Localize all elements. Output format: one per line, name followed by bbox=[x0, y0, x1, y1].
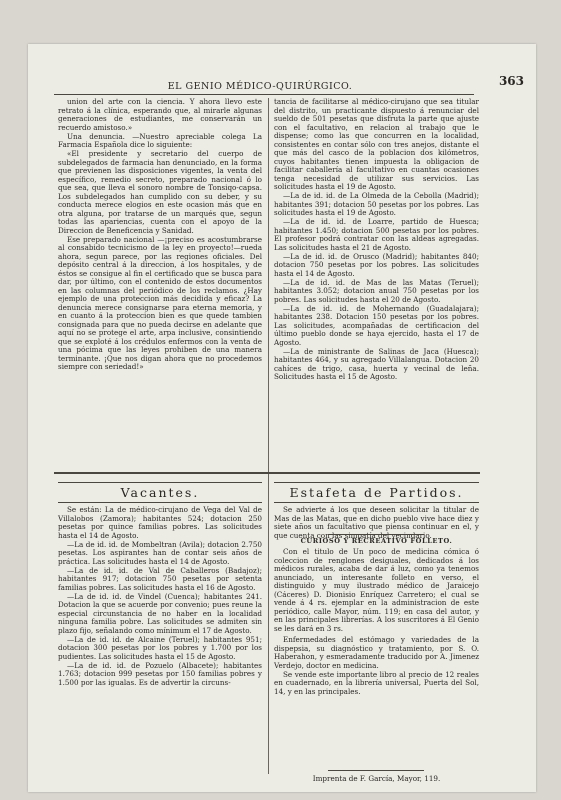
estafeta-item: Se advierte á los que deseen solicitar la titular de Mas de las Matas, que en dicho pueblo vive hace diez y siete años un facultativo que piensa continuar en el, y que cuenta con las simpatía del vecindario. bbox=[274, 505, 479, 540]
estafeta-column bbox=[274, 505, 479, 540]
column-divider bbox=[268, 98, 269, 774]
vacantes-column bbox=[58, 506, 262, 768]
vacancy-item: —La de id. id. de Vindel (Cuenca); habitantes 241. Dotacion la que se acuerde por convenio; pues reune la especial circunstancia de no haber en la localidad ninguna familia pobre. Las solicitudes se admiten sin plazo fijo, señalando como mínimum el 17 de Agosto. bbox=[58, 591, 262, 635]
paragraph: —La de id. id. de Mas de las Matas (Teruel); habitantes 3.052; dotacion anual 750 pesetas por los pobres. Las solicitudes hasta el 20 de Agosto. bbox=[274, 277, 479, 304]
section-rule bbox=[54, 472, 480, 474]
vacancy-item: —La de id. id. de Alcaine (Teruel); habitantes 951; dotacion 300 pesetas por los pobres y 1.700 por los pudientes. Las solicitudes hasta el 15 de Agosto. bbox=[58, 634, 262, 661]
paragraph: «El presidente y secretario del cuerpo de subdelegados de farmacia han denunciado, en la forma que previenen las disposiciones vigentes, la venta del específico, remedio secreto, preparado nacional ó lo que sea, que lleva el sonoro nombre de Tonsiqo-capsa. Los subdelegados han cumplido con su deber, y su conducta merece elogios en este ocasion más que en otra alguna, por tratarse de un marqués que, segun todas las apariencias, cuenta con el apoyo de la Direccion de Beneficencia y Sanidad. bbox=[58, 149, 262, 235]
vacancy-item: Se están: La de médico-cirujano de Vega del Val de Villalobos (Zamora); habitantes 524; dotacion 250 pesetas por quince familias pobres. Las solicitudes hasta el 14 de Agosto. bbox=[58, 505, 262, 540]
paragraph: Ese preparado nacional —¡preciso es acostumbrarse al consabido tecnicismo de la ley en proyecto!—rueda ahora, segun parece, por las regiones oficiales. Del depósito central á la direccion, á los hospitales, y de éstos se consigue al fin el certificado que se busca para dar, por último, con el contenido de estos documentos en las columnas del periódico de los reclamos. ¿Hay ejemplo de una proteccion más decidida y eficaz? La denuncia merece consignarse para eterna memoria, y en cuanto á la proteccion bien es que quede tambien consignada para que no pueda decirse en adelante que aquí no se protege el arte, arpa inclusive, consintiendo que se exploté á los crédulos enfermos con la venta de una pócima que las leyes prohiben de una manera terminante. ¡Que nos digan ahora que no procedemos siempre con seriedad!» bbox=[58, 234, 262, 371]
journal-title: EL GENIO MÉDICO-QUIRÚRGICO. bbox=[167, 81, 353, 92]
page bbox=[28, 44, 536, 792]
notice-item: Con el titulo de Un poco de medicina cómica ó coleccion de renglones desiguales, dedicados á los médicos rurales, acaba de dar á luz, como ya tenemos anunciado, un interesante folleto en verso, el distinguido y muy ilustrado médico de Jaraicejo (Cáceres) D. Dionisio Enríquez Carretero; el cual se vende á 4 rs. ejemplar en la administracion de este periódico, calle Mayor, núm. 119; en casa del autor, y en las principales librerías. A los suscritores á El Genio se les dará en 3 rs. bbox=[274, 547, 479, 633]
paragraph: —La de id. id. de Mohernando (Guadalajara); habitantes 238. Dotacion 150 pesetas por los pobres. Las solicitudes, acompañadas de certificacion del último pueblo donde se haya ejercido, hasta el 17 de Agosto. bbox=[274, 303, 479, 347]
notice-item: Se vende este importante libro al precio de 12 reales en cuadernado, en la librería universal, Puerta del Sol, 14, y en las principales. bbox=[274, 669, 479, 696]
paragraph: —La de ministrante de Salinas de Jaca (Huesca); habitantes 464, y su agregado Villalangua. Dotacion 20 cahíces de trigo, casa, huerta y vecinal de leña. Solicitudes hasta el 15 de Agosto. bbox=[274, 346, 479, 381]
divider-rule bbox=[328, 534, 424, 535]
divider-rule bbox=[328, 770, 424, 771]
vacancy-item: —La de id. id. de Pozuelo (Albacete); habitantes 1.763; dotacion 999 pesetas por 150 familias pobres y 1.500 por las igualas. Es de advertir la circuns- bbox=[58, 660, 262, 687]
header-rule bbox=[54, 94, 474, 95]
paragraph: —La de id. id. de Loarre, partido de Huesca; habitantes 1.450; dotacion 500 pesetas por los pobres. El profesor podrá contratar con las aldeas agregadas. Las solicitudes hasta el 21 de Agosto. bbox=[274, 217, 479, 252]
curioso-heading: CURIOSO Y RECREATIVO FOLLETO. bbox=[300, 537, 453, 545]
printer-imprint: Imprenta de F. García, Mayor, 119. bbox=[312, 774, 441, 783]
paragraph: —La de id. id. de La Olmeda de la Cebolla (Madrid); habitantes 391; dotacion 50 pesetas por los pobres. Las solicitudes hasta el 19 de Agosto. bbox=[274, 191, 479, 217]
column-right-top bbox=[274, 98, 479, 470]
vacancy-item: —La de id. id. de Val de Caballeros (Badajoz); habitantes 917; dotacion 750 pesetas por setenta familias pobres. Las solicitudes hasta el 16 de Agosto. bbox=[58, 565, 262, 592]
page-number: 363 bbox=[498, 74, 524, 88]
paragraph: union del arte con la ciencia. Y ahora llevo este retrato á la clínica, esperando que, al mirarle algunas generaciones de estudiantes, me conservarán un recuerdo amistoso.» bbox=[58, 97, 262, 132]
column-left-top bbox=[58, 98, 262, 470]
estafeta-heading: Estafeta de Partidos. bbox=[274, 482, 479, 503]
paragraph: tancia de facilitarse al médico-cirujano que sea titular del distrito, un practicante dispuesto á renunciar del sueldo de 501 pesetas que disfruta la parte que ajuste con el facultativo, en relacion al trabajo que le dispense; como las que concurren en la localidad, consistentes en contar sólo con tres anejos, distante el que más del casco de la poblacion dos kilómetros, cuyos habitantes tienen impuesta la obligacion de facilitar caballería al facultativo en cuantas ocasiones tenga necesidad de utilizar sus servicios. Las solicitudes hasta el 19 de Agosto. bbox=[274, 97, 479, 191]
curioso-column bbox=[274, 548, 479, 770]
running-header bbox=[50, 66, 470, 92]
vacantes-heading: Vacantes. bbox=[58, 482, 262, 503]
notice-item: Enfermedades del estómago y variedades de la dispepsia, su diagnóstico y tratamiento, por S. O. Haberahon, y esmeradamente traducido por A. Jimenez Verdejo, doctor en medicina. bbox=[274, 635, 479, 670]
paragraph: Una denuncia. —Nuestro apreciable colega La Farmacia Española dice lo siguiente: bbox=[58, 131, 262, 149]
paragraph: —La de id. id. de Orusco (Madrid); habitantes 840; dotacion 750 pesetas por los pobres. Las solicitudes hasta el 14 de Agosto. bbox=[274, 251, 479, 278]
vacancy-item: —La de id. id. de Mombeltran (Avila); dotacion 2.750 pesetas. Los aspirantes han de contar seis años de práctica. Las solicitudes hasta el 14 de Agosto. bbox=[58, 539, 262, 566]
